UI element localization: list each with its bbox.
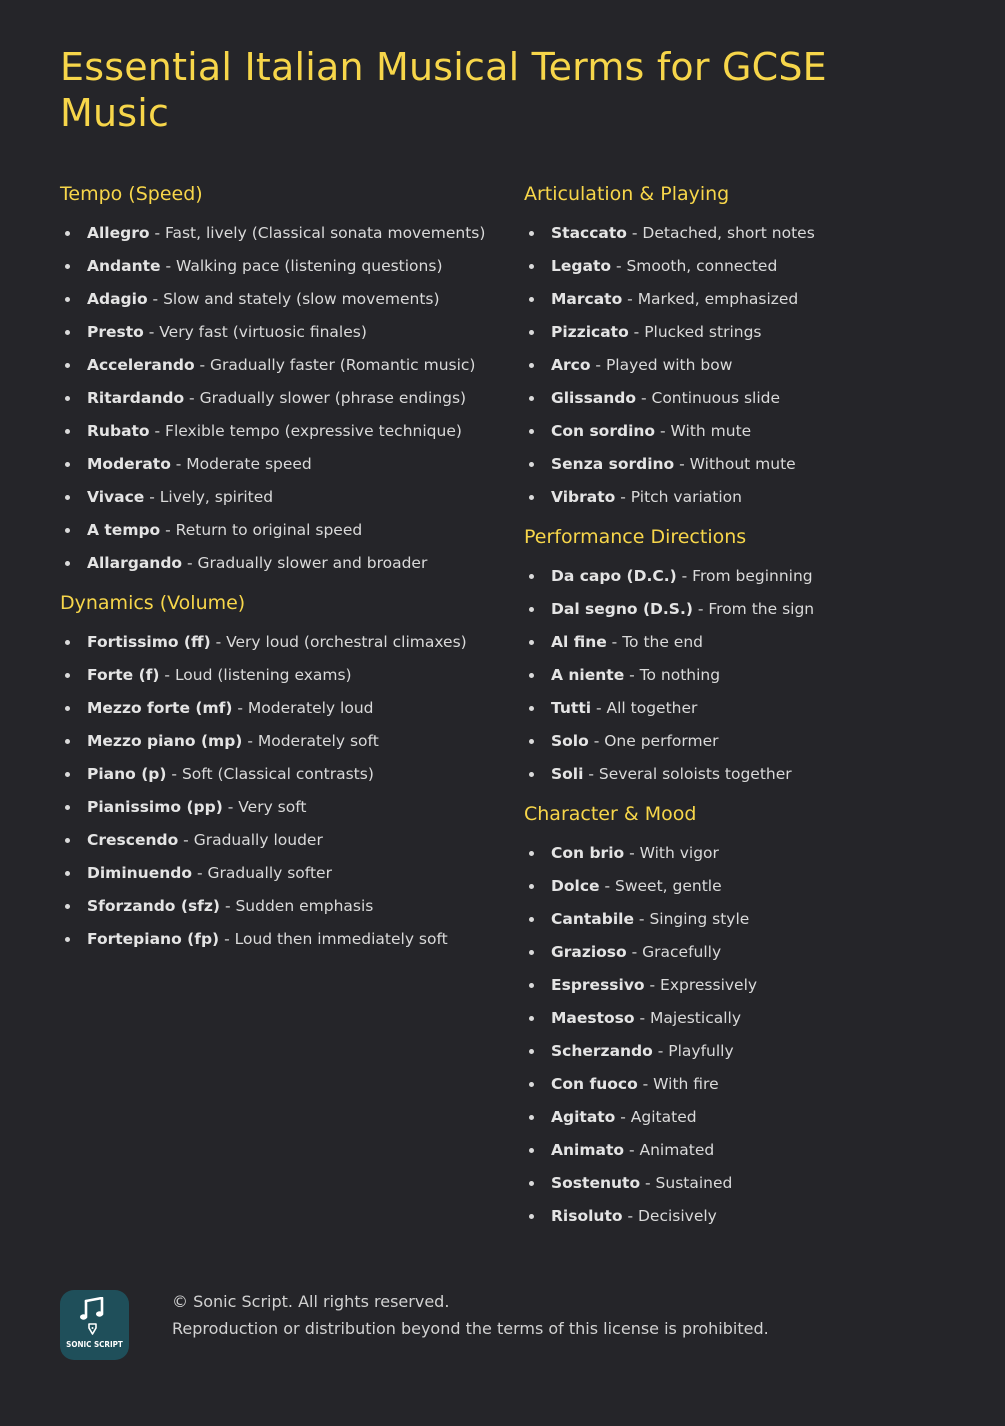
term-name: Tutti — [551, 699, 592, 717]
term-name: Mezzo piano (mp) — [87, 732, 243, 750]
term-item: Pianissimo (pp) - Very soft — [60, 794, 490, 821]
term-description: Plucked strings — [644, 323, 762, 341]
term-name: A niente — [551, 666, 625, 684]
logo-text: SONIC SCRIPT — [66, 1340, 123, 1349]
term-description: Gradually softer — [207, 864, 332, 882]
term-item: Allargando - Gradually slower and broader — [60, 550, 490, 577]
term-item: Scherzando - Playfully — [524, 1038, 964, 1065]
term-description: Loud then immediately soft — [234, 930, 448, 948]
performance-heading: Performance Directions — [524, 526, 747, 548]
term-name: Piano (p) — [87, 765, 167, 783]
term-item: A tempo - Return to original speed — [60, 517, 490, 544]
term-name: Con brio — [551, 844, 625, 862]
term-item: Andante - Walking pace (listening questions) — [60, 253, 490, 280]
term-name: Rubato — [87, 422, 150, 440]
term-description: Gradually louder — [193, 831, 323, 849]
term-description: Flexible tempo (expressive technique) — [165, 422, 462, 440]
term-description: Loud (listening exams) — [174, 666, 352, 684]
term-description: Playfully — [668, 1042, 734, 1060]
sonic-script-logo — [60, 1290, 129, 1360]
term-description: Detached, short notes — [642, 224, 815, 242]
term-name: Cantabile — [551, 910, 634, 928]
term-name: Presto — [87, 323, 144, 341]
term-name: Accelerando — [87, 356, 195, 374]
term-item: Legato - Smooth, connected — [524, 253, 964, 280]
term-name: Agitato — [551, 1108, 616, 1126]
term-item: Con sordino - With mute — [524, 418, 964, 445]
term-description: Played with bow — [605, 356, 733, 374]
music-note-pen-icon — [80, 1297, 110, 1337]
license-text: Reproduction or distribution beyond the terms of this license is prohibited. — [172, 1319, 769, 1338]
term-description: Marked, emphasized — [637, 290, 799, 308]
term-name: Marcato — [551, 290, 623, 308]
term-item: Con brio - With vigor — [524, 840, 964, 867]
character-heading: Character & Mood — [524, 803, 697, 825]
term-name: Risoluto — [551, 1207, 623, 1225]
term-item: Espressivo - Expressively — [524, 972, 964, 999]
term-description: Without mute — [689, 455, 796, 473]
term-name: Pianissimo (pp) — [87, 798, 223, 816]
term-name: A tempo — [87, 521, 161, 539]
term-name: Adagio — [87, 290, 148, 308]
term-name: Grazioso — [551, 943, 627, 961]
term-item: Arco - Played with bow — [524, 352, 964, 379]
term-name: Con sordino — [551, 422, 656, 440]
term-description: Gracefully — [642, 943, 722, 961]
term-name: Arco — [551, 356, 591, 374]
term-description: Agitated — [630, 1108, 697, 1126]
performance-list — [524, 563, 964, 788]
term-item: Sforzando (sfz) - Sudden emphasis — [60, 893, 490, 920]
term-description: Return to original speed — [175, 521, 363, 539]
term-description: Majestically — [650, 1009, 741, 1027]
term-item: Piano (p) - Soft (Classical contrasts) — [60, 761, 490, 788]
term-description: Singing style — [649, 910, 750, 928]
term-item: Marcato - Marked, emphasized — [524, 286, 964, 313]
term-item: Solo - One performer — [524, 728, 964, 755]
term-description: Decisively — [637, 1207, 717, 1225]
term-description: Moderate speed — [186, 455, 312, 473]
term-description: Several soloists together — [598, 765, 792, 783]
term-description: Animated — [639, 1141, 715, 1159]
term-name: Maestoso — [551, 1009, 635, 1027]
term-name: Moderato — [87, 455, 171, 473]
term-item: Fortepiano (fp) - Loud then immediately soft — [60, 926, 490, 953]
term-item: Adagio - Slow and stately (slow movements) — [60, 286, 490, 313]
term-item: Con fuoco - With fire — [524, 1071, 964, 1098]
term-name: Legato — [551, 257, 612, 275]
term-name: Solo — [551, 732, 589, 750]
articulation-list — [524, 220, 964, 511]
term-description: Sudden emphasis — [235, 897, 374, 915]
term-description: Slow and stately (slow movements) — [163, 290, 440, 308]
term-description: Gradually slower (phrase endings) — [199, 389, 467, 407]
term-item: Rubato - Flexible tempo (expressive technique) — [60, 418, 490, 445]
tempo-heading: Tempo (Speed) — [60, 183, 203, 205]
term-description: Very fast (virtuosic finales) — [159, 323, 367, 341]
term-name: Staccato — [551, 224, 627, 242]
term-item: Pizzicato - Plucked strings — [524, 319, 964, 346]
term-item: Mezzo forte (mf) - Moderately loud — [60, 695, 490, 722]
term-description: With fire — [653, 1075, 719, 1093]
term-item: Glissando - Continuous slide — [524, 385, 964, 412]
term-description: Walking pace (listening questions) — [176, 257, 443, 275]
term-item: Al fine - To the end — [524, 629, 964, 656]
articulation-heading: Articulation & Playing — [524, 183, 730, 205]
term-description: Moderately soft — [257, 732, 379, 750]
right-column — [524, 178, 964, 1240]
term-name: Con fuoco — [551, 1075, 638, 1093]
term-item: Moderato - Moderate speed — [60, 451, 490, 478]
dynamics-heading: Dynamics (Volume) — [60, 592, 246, 614]
term-description: Very soft — [238, 798, 307, 816]
term-name: Crescendo — [87, 831, 179, 849]
term-item: Senza sordino - Without mute — [524, 451, 964, 478]
term-item: Dolce - Sweet, gentle — [524, 873, 964, 900]
term-name: Dolce — [551, 877, 600, 895]
term-name: Andante — [87, 257, 161, 275]
copyright-text: © Sonic Script. All rights reserved. — [172, 1292, 450, 1311]
term-name: Al fine — [551, 633, 607, 651]
term-item: Ritardando - Gradually slower (phrase endings) — [60, 385, 490, 412]
term-item: A niente - To nothing — [524, 662, 964, 689]
left-column — [60, 178, 490, 963]
term-description: With vigor — [639, 844, 719, 862]
term-name: Pizzicato — [551, 323, 629, 341]
term-item: Vibrato - Pitch variation — [524, 484, 964, 511]
term-name: Allargando — [87, 554, 183, 572]
term-item: Vivace - Lively, spirited — [60, 484, 490, 511]
term-item: Animato - Animated — [524, 1137, 964, 1164]
term-name: Espressivo — [551, 976, 645, 994]
term-name: Diminuendo — [87, 864, 193, 882]
term-name: Fortissimo (ff) — [87, 633, 211, 651]
term-description: From beginning — [692, 567, 813, 585]
term-description: Continuous slide — [651, 389, 781, 407]
term-name: Fortepiano (fp) — [87, 930, 220, 948]
term-description: To nothing — [639, 666, 721, 684]
tempo-list — [60, 220, 490, 577]
term-name: Allegro — [87, 224, 150, 242]
term-description: Fast, lively (Classical sonata movements) — [164, 224, 486, 242]
term-name: Sforzando (sfz) — [87, 897, 221, 915]
term-name: Scherzando — [551, 1042, 653, 1060]
term-description: With mute — [670, 422, 752, 440]
term-name: Glissando — [551, 389, 637, 407]
term-description: Moderately loud — [247, 699, 374, 717]
term-item: Tutti - All together — [524, 695, 964, 722]
term-item: Accelerando - Gradually faster (Romantic music) — [60, 352, 490, 379]
term-description: One performer — [604, 732, 719, 750]
term-item: Sostenuto - Sustained — [524, 1170, 964, 1197]
term-item: Allegro - Fast, lively (Classical sonata movements) — [60, 220, 490, 247]
term-name: Forte (f) — [87, 666, 160, 684]
term-name: Senza sordino — [551, 455, 675, 473]
term-name: Animato — [551, 1141, 625, 1159]
term-name: Mezzo forte (mf) — [87, 699, 233, 717]
term-description: Very loud (orchestral climaxes) — [226, 633, 467, 651]
term-description: All together — [606, 699, 698, 717]
term-item: Agitato - Agitated — [524, 1104, 964, 1131]
term-description: Gradually slower and broader — [197, 554, 428, 572]
term-item: Presto - Very fast (virtuosic finales) — [60, 319, 490, 346]
term-description: Soft (Classical contrasts) — [181, 765, 374, 783]
character-list — [524, 840, 964, 1230]
term-description: Pitch variation — [630, 488, 742, 506]
term-item: Cantabile - Singing style — [524, 906, 964, 933]
footer — [172, 1288, 769, 1342]
term-description: From the sign — [708, 600, 815, 618]
term-item: Soli - Several soloists together — [524, 761, 964, 788]
term-item: Dal segno (D.S.) - From the sign — [524, 596, 964, 623]
term-item: Da capo (D.C.) - From beginning — [524, 563, 964, 590]
term-item: Maestoso - Majestically — [524, 1005, 964, 1032]
term-item: Diminuendo - Gradually softer — [60, 860, 490, 887]
term-item: Staccato - Detached, short notes — [524, 220, 964, 247]
term-description: Sustained — [655, 1174, 733, 1192]
term-item: Forte (f) - Loud (listening exams) — [60, 662, 490, 689]
term-description: Sweet, gentle — [614, 877, 722, 895]
term-description: To the end — [622, 633, 704, 651]
term-description: Smooth, connected — [626, 257, 778, 275]
term-item: Crescendo - Gradually louder — [60, 827, 490, 854]
term-description: Gradually faster (Romantic music) — [210, 356, 476, 374]
page-title: Essential Italian Musical Terms for GCSE Music — [60, 45, 827, 135]
term-name: Sostenuto — [551, 1174, 641, 1192]
term-item: Grazioso - Gracefully — [524, 939, 964, 966]
term-description: Lively, spirited — [159, 488, 274, 506]
term-name: Soli — [551, 765, 584, 783]
term-name: Ritardando — [87, 389, 185, 407]
term-name: Dal segno (D.S.) — [551, 600, 693, 618]
term-name: Vibrato — [551, 488, 616, 506]
dynamics-list — [60, 629, 490, 953]
term-description: Expressively — [660, 976, 758, 994]
term-item: Risoluto - Decisively — [524, 1203, 964, 1230]
term-item: Mezzo piano (mp) - Moderately soft — [60, 728, 490, 755]
term-item: Fortissimo (ff) - Very loud (orchestral climaxes) — [60, 629, 490, 656]
term-name: Da capo (D.C.) — [551, 567, 677, 585]
term-name: Vivace — [87, 488, 145, 506]
